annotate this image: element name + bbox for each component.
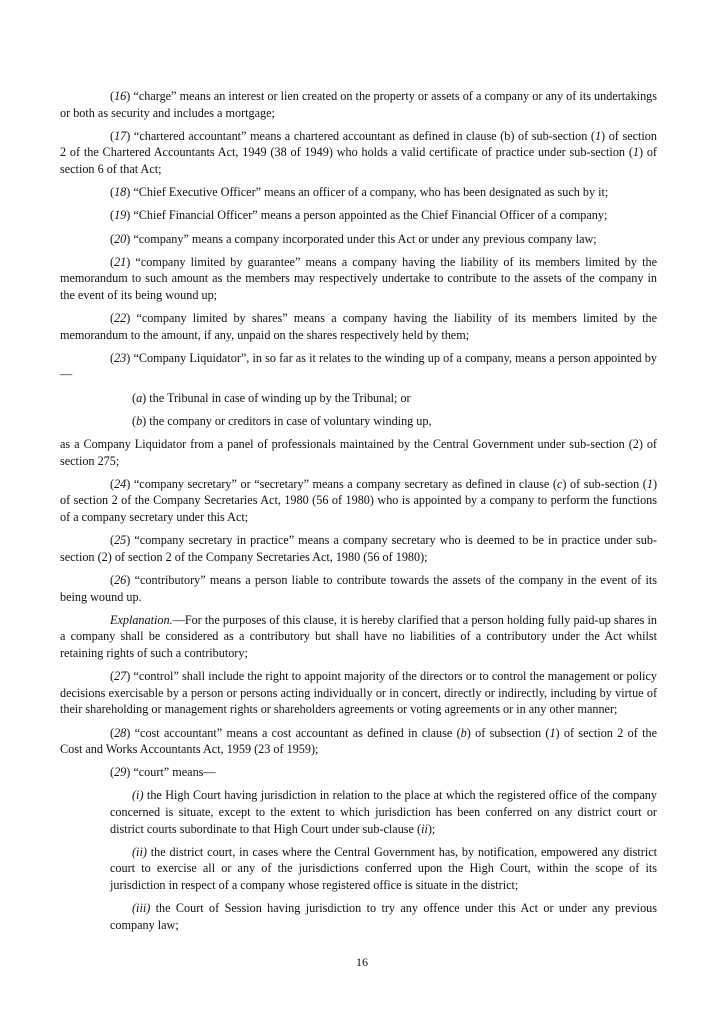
clause-17: (17) “chartered accountant” means a chartered accountant as defined in clause (b) of sub-section (1) of section 2 of the Chartered Accountants Act, 1949 (38 of 1949) who holds a valid certificate of practice under sub-section (1) of section 6 of that Act; bbox=[60, 128, 657, 176]
explanation: Explanation.—For the purposes of this clause, it is hereby clarified that a person holding fully paid-up shares in a company shall be considered as a contributory but shall have no liabilities of a contributory under the Act whilst retaining rights of such a contributory; bbox=[60, 612, 657, 660]
document-body bbox=[60, 88, 657, 940]
clause-23-tail: as a Company Liquidator from a panel of professionals maintained by the Central Government under sub-section (2) of section 275; bbox=[60, 437, 657, 468]
clause-29-ii: (ii) the district court, in cases where the Central Government has, by notification, empowered any district court to exercise all or any of the jurisdictions conferred upon the High Court, within the scope of its jurisdiction in respect of a company whose registered office is situate in the district; bbox=[110, 844, 657, 893]
clause-21: (21) “company limited by guarantee” means a company having the liability of its members limited by the memorandum to such amount as the members may respectively undertake to contribute to the assets of the company in the event of its being wound up; bbox=[60, 254, 657, 302]
clause-28: (28) “cost accountant” means a cost accountant as defined in clause (b) of subsection (1) of section 2 of the Cost and Works Accountants Act, 1959 (23 of 1959); bbox=[60, 725, 657, 757]
clause-22: (22) “company limited by shares” means a company having the liability of its members limited by the memorandum to the amount, if any, unpaid on the shares respectively held by them; bbox=[60, 311, 657, 342]
clause-29: (29) “court” means— bbox=[110, 765, 216, 780]
clause-25: (25) “company secretary in practice” means a company secretary who is deemed to be in practice under sub-section (2) of section 2 of the Company Secretaries Act, 1980 (56 of 1980); bbox=[60, 533, 657, 564]
clause-29-i: (i) the High Court having jurisdiction in relation to the place at which the registered office of the company concerned is situate, except to the extent to which jurisdiction has been conferred on any district court or district courts subordinate to that High Court under sub-clause (ii); bbox=[110, 788, 657, 836]
clause-23-b: (b) the company or creditors in case of voluntary winding up, bbox=[132, 413, 432, 428]
page-number: 16 bbox=[356, 955, 368, 969]
clause-26: (26) “contributory” means a person liable to contribute towards the assets of the company in the event of its being wound up. bbox=[60, 572, 657, 604]
clause-23: (23) “Company Liquidator”, in so far as it relates to the winding up of a company, means a person appointed by— bbox=[60, 350, 657, 382]
clause-16: (16) “charge” means an interest or lien created on the property or assets of a company or any of its undertakings or both as security and includes a mortgage; bbox=[60, 89, 657, 120]
clause-27: (27) “control” shall include the right to appoint majority of the directors or to control the management or policy decisions exercisable by a person or persons acting individually or in concert, directly or indirectly, including by virtue of their shareholding or management rights or shareholders agreements or voting agreements or in any other manner; bbox=[60, 669, 657, 717]
clause-29-iii: (iii) the Court of Session having jurisdiction to try any offence under this Act or under any previous company law; bbox=[110, 901, 657, 932]
clause-18: (18) “Chief Executive Officer” means an officer of a company, who has been designated as such by it; bbox=[110, 185, 609, 200]
clause-24: (24) “company secretary” or “secretary” means a company secretary as defined in clause (c) of sub-section (1) of section 2 of the Company Secretaries Act, 1980 (56 of 1980) who is appointed by a company to perform the functions of a company secretary under this Act; bbox=[60, 476, 658, 524]
clause-19: (19) “Chief Financial Officer” means a person appointed as the Chief Financial Officer of a company; bbox=[110, 208, 608, 223]
clause-23-a: (a) the Tribunal in case of winding up by the Tribunal; or bbox=[132, 390, 411, 405]
clause-20: (20) “company” means a company incorporated under this Act or under any previous company law; bbox=[110, 231, 597, 246]
